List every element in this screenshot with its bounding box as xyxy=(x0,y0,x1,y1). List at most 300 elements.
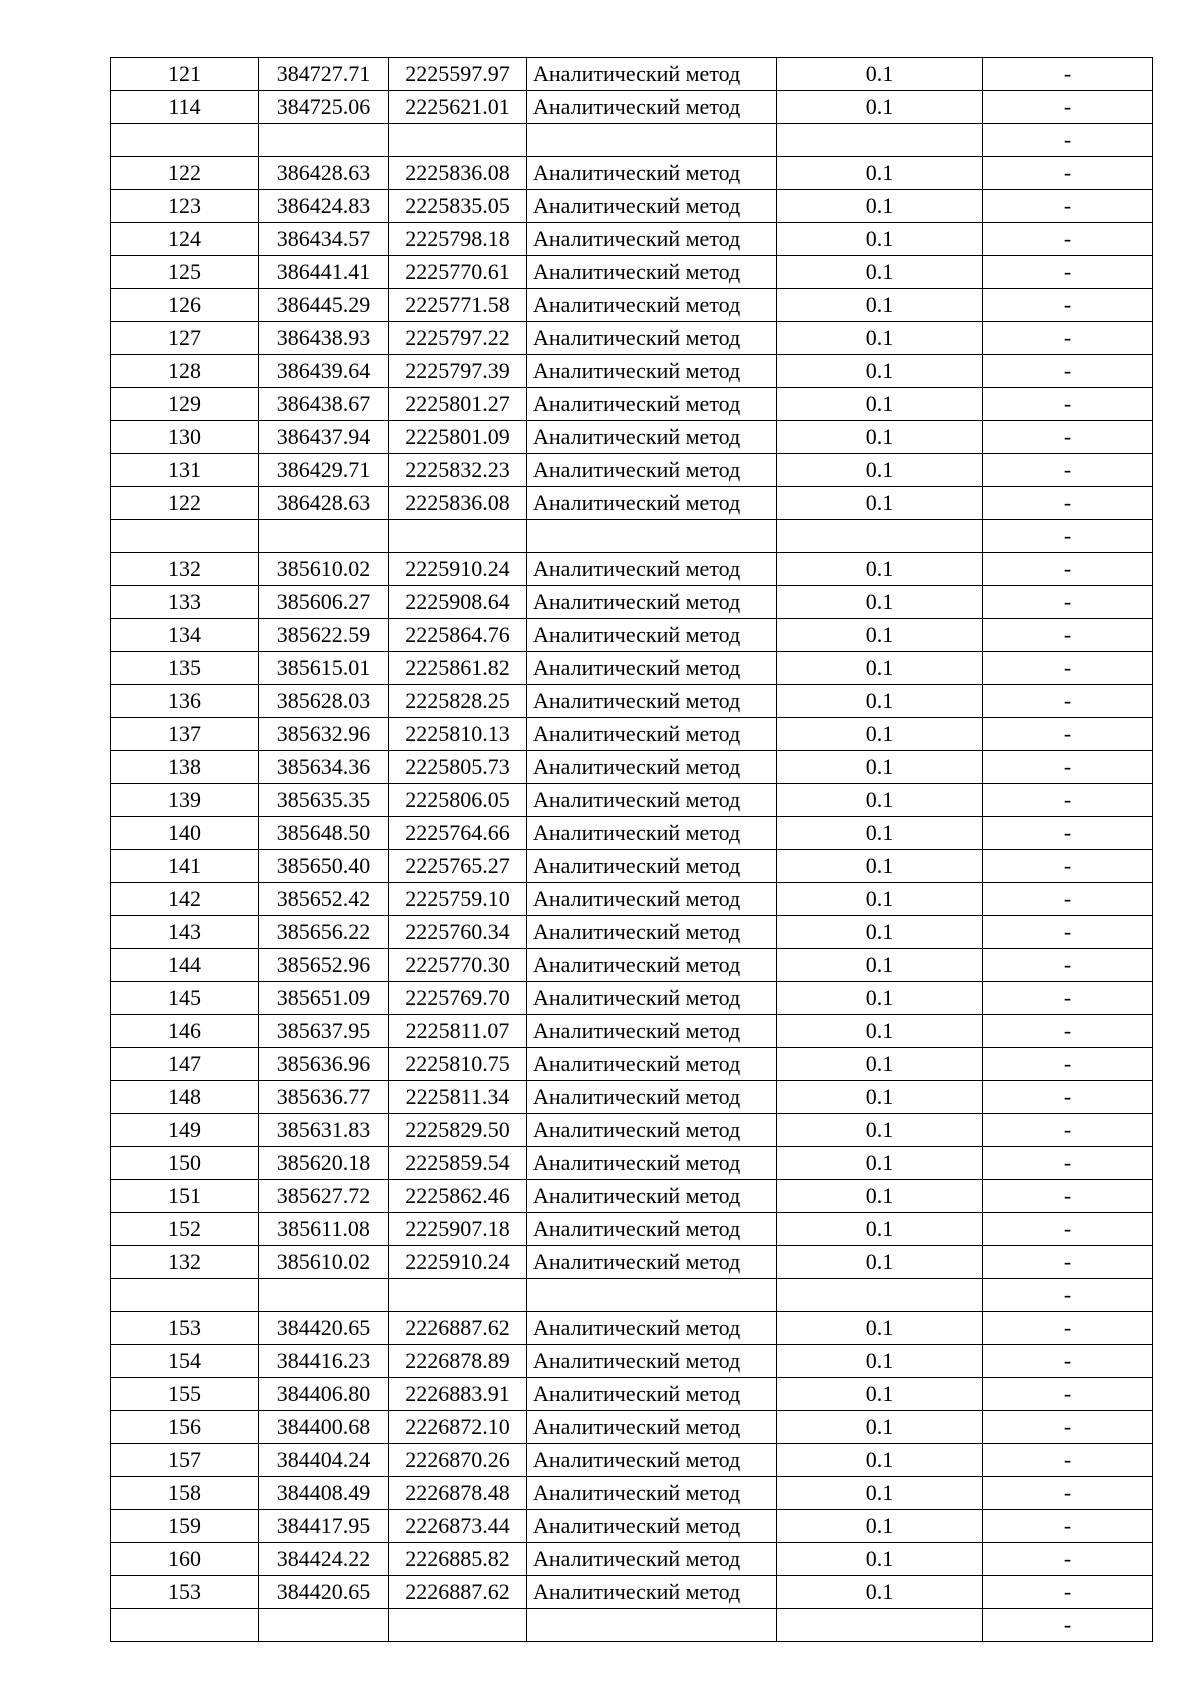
accuracy-cell: 0.1 xyxy=(777,784,983,817)
description-cell: - xyxy=(983,1180,1153,1213)
description-cell: - xyxy=(983,1048,1153,1081)
method-cell xyxy=(527,124,777,157)
x-coordinate-cell: 384404.24 xyxy=(259,1444,389,1477)
x-coordinate-cell xyxy=(259,1279,389,1312)
point-number-cell: 141 xyxy=(111,850,259,883)
table-row xyxy=(111,1543,1153,1576)
y-coordinate-cell: 2226873.44 xyxy=(389,1510,527,1543)
x-coordinate-cell: 386438.93 xyxy=(259,322,389,355)
coordinates-table-body xyxy=(111,58,1153,1642)
y-coordinate-cell: 2225835.05 xyxy=(389,190,527,223)
description-cell: - xyxy=(983,1213,1153,1246)
y-coordinate-cell xyxy=(389,1279,527,1312)
accuracy-cell: 0.1 xyxy=(777,1015,983,1048)
x-coordinate-cell: 385652.42 xyxy=(259,883,389,916)
point-number-cell: 146 xyxy=(111,1015,259,1048)
accuracy-cell: 0.1 xyxy=(777,1576,983,1609)
method-cell: Аналитический метод xyxy=(527,487,777,520)
description-cell: - xyxy=(983,817,1153,850)
y-coordinate-cell: 2225621.01 xyxy=(389,91,527,124)
x-coordinate-cell: 386428.63 xyxy=(259,487,389,520)
description-cell: - xyxy=(983,553,1153,586)
accuracy-cell: 0.1 xyxy=(777,223,983,256)
method-cell: Аналитический метод xyxy=(527,916,777,949)
method-cell: Аналитический метод xyxy=(527,1015,777,1048)
method-cell: Аналитический метод xyxy=(527,1477,777,1510)
description-cell: - xyxy=(983,1576,1153,1609)
x-coordinate-cell: 386434.57 xyxy=(259,223,389,256)
point-number-cell: 159 xyxy=(111,1510,259,1543)
table-row xyxy=(111,553,1153,586)
description-cell: - xyxy=(983,1279,1153,1312)
accuracy-cell: 0.1 xyxy=(777,1048,983,1081)
y-coordinate-cell: 2225801.27 xyxy=(389,388,527,421)
description-cell: - xyxy=(983,157,1153,190)
method-cell: Аналитический метод xyxy=(527,1081,777,1114)
point-number-cell: 139 xyxy=(111,784,259,817)
y-coordinate-cell: 2225769.70 xyxy=(389,982,527,1015)
point-number-cell: 153 xyxy=(111,1576,259,1609)
y-coordinate-cell: 2225828.25 xyxy=(389,685,527,718)
accuracy-cell: 0.1 xyxy=(777,553,983,586)
accuracy-cell: 0.1 xyxy=(777,58,983,91)
point-number-cell: 154 xyxy=(111,1345,259,1378)
y-coordinate-cell: 2225759.10 xyxy=(389,883,527,916)
point-number-cell xyxy=(111,124,259,157)
method-cell: Аналитический метод xyxy=(527,289,777,322)
description-cell: - xyxy=(983,916,1153,949)
y-coordinate-cell: 2225811.07 xyxy=(389,1015,527,1048)
point-number-cell: 131 xyxy=(111,454,259,487)
description-cell: - xyxy=(983,289,1153,322)
table-row xyxy=(111,982,1153,1015)
y-coordinate-cell: 2225801.09 xyxy=(389,421,527,454)
point-number-cell: 147 xyxy=(111,1048,259,1081)
x-coordinate-cell: 385631.83 xyxy=(259,1114,389,1147)
y-coordinate-cell: 2225910.24 xyxy=(389,553,527,586)
method-cell: Аналитический метод xyxy=(527,1543,777,1576)
description-cell: - xyxy=(983,883,1153,916)
accuracy-cell: 0.1 xyxy=(777,685,983,718)
accuracy-cell xyxy=(777,520,983,553)
x-coordinate-cell: 385606.27 xyxy=(259,586,389,619)
point-number-cell: 121 xyxy=(111,58,259,91)
accuracy-cell: 0.1 xyxy=(777,619,983,652)
accuracy-cell: 0.1 xyxy=(777,355,983,388)
table-row xyxy=(111,1477,1153,1510)
x-coordinate-cell: 384400.68 xyxy=(259,1411,389,1444)
point-number-cell: 140 xyxy=(111,817,259,850)
y-coordinate-cell: 2225597.97 xyxy=(389,58,527,91)
accuracy-cell: 0.1 xyxy=(777,1180,983,1213)
table-row xyxy=(111,256,1153,289)
x-coordinate-cell: 385652.96 xyxy=(259,949,389,982)
point-number-cell: 122 xyxy=(111,157,259,190)
table-row xyxy=(111,718,1153,751)
accuracy-cell: 0.1 xyxy=(777,1213,983,1246)
point-number-cell: 143 xyxy=(111,916,259,949)
point-number-cell: 123 xyxy=(111,190,259,223)
table-row xyxy=(111,1444,1153,1477)
x-coordinate-cell: 384725.06 xyxy=(259,91,389,124)
method-cell: Аналитический метод xyxy=(527,223,777,256)
accuracy-cell: 0.1 xyxy=(777,487,983,520)
point-number-cell: 133 xyxy=(111,586,259,619)
point-number-cell: 144 xyxy=(111,949,259,982)
table-row xyxy=(111,520,1153,553)
accuracy-cell: 0.1 xyxy=(777,91,983,124)
table-row xyxy=(111,1411,1153,1444)
point-number-cell: 149 xyxy=(111,1114,259,1147)
accuracy-cell xyxy=(777,124,983,157)
table-row xyxy=(111,322,1153,355)
x-coordinate-cell: 385628.03 xyxy=(259,685,389,718)
description-cell: - xyxy=(983,850,1153,883)
table-row xyxy=(111,916,1153,949)
description-cell: - xyxy=(983,124,1153,157)
x-coordinate-cell: 385610.02 xyxy=(259,1246,389,1279)
accuracy-cell: 0.1 xyxy=(777,1543,983,1576)
method-cell: Аналитический метод xyxy=(527,1147,777,1180)
table-row xyxy=(111,454,1153,487)
point-number-cell: 124 xyxy=(111,223,259,256)
table-row xyxy=(111,223,1153,256)
method-cell: Аналитический метод xyxy=(527,1576,777,1609)
x-coordinate-cell: 385611.08 xyxy=(259,1213,389,1246)
point-number-cell xyxy=(111,1609,259,1642)
method-cell: Аналитический метод xyxy=(527,1048,777,1081)
accuracy-cell xyxy=(777,1609,983,1642)
table-row xyxy=(111,1246,1153,1279)
accuracy-cell: 0.1 xyxy=(777,256,983,289)
point-number-cell: 145 xyxy=(111,982,259,1015)
description-cell: - xyxy=(983,1510,1153,1543)
point-number-cell: 132 xyxy=(111,553,259,586)
y-coordinate-cell: 2226878.48 xyxy=(389,1477,527,1510)
accuracy-cell: 0.1 xyxy=(777,289,983,322)
description-cell: - xyxy=(983,652,1153,685)
description-cell: - xyxy=(983,454,1153,487)
description-cell: - xyxy=(983,388,1153,421)
accuracy-cell: 0.1 xyxy=(777,1246,983,1279)
table-row xyxy=(111,619,1153,652)
point-number-cell xyxy=(111,520,259,553)
y-coordinate-cell: 2225836.08 xyxy=(389,157,527,190)
accuracy-cell: 0.1 xyxy=(777,1378,983,1411)
description-cell: - xyxy=(983,1015,1153,1048)
x-coordinate-cell: 385650.40 xyxy=(259,850,389,883)
description-cell: - xyxy=(983,982,1153,1015)
x-coordinate-cell: 386428.63 xyxy=(259,157,389,190)
table-row xyxy=(111,1048,1153,1081)
table-row xyxy=(111,586,1153,619)
point-number-cell xyxy=(111,1279,259,1312)
method-cell: Аналитический метод xyxy=(527,421,777,454)
method-cell: Аналитический метод xyxy=(527,1378,777,1411)
x-coordinate-cell: 386429.71 xyxy=(259,454,389,487)
description-cell: - xyxy=(983,1147,1153,1180)
description-cell: - xyxy=(983,685,1153,718)
x-coordinate-cell: 386441.41 xyxy=(259,256,389,289)
y-coordinate-cell: 2225859.54 xyxy=(389,1147,527,1180)
accuracy-cell: 0.1 xyxy=(777,1345,983,1378)
x-coordinate-cell: 384416.23 xyxy=(259,1345,389,1378)
method-cell xyxy=(527,520,777,553)
method-cell: Аналитический метод xyxy=(527,454,777,487)
accuracy-cell: 0.1 xyxy=(777,1081,983,1114)
description-cell: - xyxy=(983,1609,1153,1642)
method-cell: Аналитический метод xyxy=(527,883,777,916)
x-coordinate-cell: 385620.18 xyxy=(259,1147,389,1180)
table-row xyxy=(111,1609,1153,1642)
method-cell: Аналитический метод xyxy=(527,58,777,91)
description-cell: - xyxy=(983,1081,1153,1114)
description-cell: - xyxy=(983,784,1153,817)
table-row xyxy=(111,124,1153,157)
description-cell: - xyxy=(983,1312,1153,1345)
y-coordinate-cell: 2225798.18 xyxy=(389,223,527,256)
table-row xyxy=(111,388,1153,421)
method-cell: Аналитический метод xyxy=(527,190,777,223)
y-coordinate-cell: 2225861.82 xyxy=(389,652,527,685)
y-coordinate-cell: 2225760.34 xyxy=(389,916,527,949)
accuracy-cell: 0.1 xyxy=(777,1444,983,1477)
accuracy-cell: 0.1 xyxy=(777,916,983,949)
table-row xyxy=(111,289,1153,322)
point-number-cell: 155 xyxy=(111,1378,259,1411)
accuracy-cell: 0.1 xyxy=(777,1114,983,1147)
y-coordinate-cell: 2225836.08 xyxy=(389,487,527,520)
accuracy-cell: 0.1 xyxy=(777,1312,983,1345)
y-coordinate-cell: 2225764.66 xyxy=(389,817,527,850)
method-cell: Аналитический метод xyxy=(527,1213,777,1246)
y-coordinate-cell: 2225770.30 xyxy=(389,949,527,982)
x-coordinate-cell: 385627.72 xyxy=(259,1180,389,1213)
method-cell: Аналитический метод xyxy=(527,850,777,883)
description-cell: - xyxy=(983,1378,1153,1411)
description-cell: - xyxy=(983,1543,1153,1576)
table-row xyxy=(111,1147,1153,1180)
accuracy-cell: 0.1 xyxy=(777,718,983,751)
x-coordinate-cell: 385615.01 xyxy=(259,652,389,685)
method-cell: Аналитический метод xyxy=(527,685,777,718)
point-number-cell: 132 xyxy=(111,1246,259,1279)
point-number-cell: 128 xyxy=(111,355,259,388)
description-cell: - xyxy=(983,520,1153,553)
method-cell: Аналитический метод xyxy=(527,322,777,355)
accuracy-cell xyxy=(777,1279,983,1312)
table-row xyxy=(111,850,1153,883)
table-row xyxy=(111,685,1153,718)
x-coordinate-cell: 385632.96 xyxy=(259,718,389,751)
description-cell: - xyxy=(983,586,1153,619)
x-coordinate-cell xyxy=(259,1609,389,1642)
accuracy-cell: 0.1 xyxy=(777,454,983,487)
y-coordinate-cell: 2226872.10 xyxy=(389,1411,527,1444)
x-coordinate-cell: 385635.35 xyxy=(259,784,389,817)
x-coordinate-cell: 385648.50 xyxy=(259,817,389,850)
table-row xyxy=(111,652,1153,685)
y-coordinate-cell: 2226887.62 xyxy=(389,1576,527,1609)
method-cell xyxy=(527,1609,777,1642)
accuracy-cell: 0.1 xyxy=(777,421,983,454)
y-coordinate-cell xyxy=(389,1609,527,1642)
method-cell: Аналитический метод xyxy=(527,553,777,586)
y-coordinate-cell: 2225862.46 xyxy=(389,1180,527,1213)
table-row xyxy=(111,751,1153,784)
point-number-cell: 160 xyxy=(111,1543,259,1576)
x-coordinate-cell xyxy=(259,124,389,157)
y-coordinate-cell: 2225811.34 xyxy=(389,1081,527,1114)
description-cell: - xyxy=(983,487,1153,520)
table-row xyxy=(111,1510,1153,1543)
point-number-cell: 137 xyxy=(111,718,259,751)
y-coordinate-cell: 2225864.76 xyxy=(389,619,527,652)
table-row xyxy=(111,1312,1153,1345)
description-cell: - xyxy=(983,1444,1153,1477)
x-coordinate-cell: 385636.96 xyxy=(259,1048,389,1081)
point-number-cell: 148 xyxy=(111,1081,259,1114)
point-number-cell: 150 xyxy=(111,1147,259,1180)
method-cell: Аналитический метод xyxy=(527,1411,777,1444)
description-cell: - xyxy=(983,1411,1153,1444)
description-cell: - xyxy=(983,421,1153,454)
table-row xyxy=(111,1378,1153,1411)
method-cell: Аналитический метод xyxy=(527,1246,777,1279)
point-number-cell: 151 xyxy=(111,1180,259,1213)
point-number-cell: 156 xyxy=(111,1411,259,1444)
y-coordinate-cell xyxy=(389,124,527,157)
point-number-cell: 127 xyxy=(111,322,259,355)
y-coordinate-cell: 2225797.22 xyxy=(389,322,527,355)
x-coordinate-cell: 384408.49 xyxy=(259,1477,389,1510)
y-coordinate-cell: 2225908.64 xyxy=(389,586,527,619)
point-number-cell: 114 xyxy=(111,91,259,124)
table-row xyxy=(111,1015,1153,1048)
description-cell: - xyxy=(983,355,1153,388)
description-cell: - xyxy=(983,1345,1153,1378)
method-cell: Аналитический метод xyxy=(527,982,777,1015)
y-coordinate-cell: 2225765.27 xyxy=(389,850,527,883)
description-cell: - xyxy=(983,619,1153,652)
x-coordinate-cell: 385651.09 xyxy=(259,982,389,1015)
x-coordinate-cell: 384424.22 xyxy=(259,1543,389,1576)
method-cell: Аналитический метод xyxy=(527,1312,777,1345)
x-coordinate-cell: 386445.29 xyxy=(259,289,389,322)
x-coordinate-cell: 384420.65 xyxy=(259,1312,389,1345)
method-cell: Аналитический метод xyxy=(527,256,777,289)
y-coordinate-cell: 2226878.89 xyxy=(389,1345,527,1378)
description-cell: - xyxy=(983,751,1153,784)
point-number-cell: 157 xyxy=(111,1444,259,1477)
point-number-cell: 130 xyxy=(111,421,259,454)
x-coordinate-cell: 386439.64 xyxy=(259,355,389,388)
x-coordinate-cell: 386424.83 xyxy=(259,190,389,223)
coordinates-table xyxy=(110,57,1153,1642)
y-coordinate-cell: 2225832.23 xyxy=(389,454,527,487)
description-cell: - xyxy=(983,223,1153,256)
method-cell: Аналитический метод xyxy=(527,1114,777,1147)
y-coordinate-cell: 2225806.05 xyxy=(389,784,527,817)
method-cell: Аналитический метод xyxy=(527,157,777,190)
y-coordinate-cell: 2225770.61 xyxy=(389,256,527,289)
point-number-cell: 125 xyxy=(111,256,259,289)
x-coordinate-cell: 384417.95 xyxy=(259,1510,389,1543)
x-coordinate-cell xyxy=(259,520,389,553)
accuracy-cell: 0.1 xyxy=(777,883,983,916)
method-cell: Аналитический метод xyxy=(527,1444,777,1477)
method-cell: Аналитический метод xyxy=(527,718,777,751)
table-row xyxy=(111,817,1153,850)
table-row xyxy=(111,1576,1153,1609)
table-row xyxy=(111,1213,1153,1246)
description-cell: - xyxy=(983,718,1153,751)
y-coordinate-cell: 2226885.82 xyxy=(389,1543,527,1576)
point-number-cell: 136 xyxy=(111,685,259,718)
table-row xyxy=(111,91,1153,124)
x-coordinate-cell: 384727.71 xyxy=(259,58,389,91)
accuracy-cell: 0.1 xyxy=(777,850,983,883)
method-cell: Аналитический метод xyxy=(527,1510,777,1543)
x-coordinate-cell: 385637.95 xyxy=(259,1015,389,1048)
accuracy-cell: 0.1 xyxy=(777,1147,983,1180)
point-number-cell: 134 xyxy=(111,619,259,652)
point-number-cell: 122 xyxy=(111,487,259,520)
table-row xyxy=(111,949,1153,982)
point-number-cell: 135 xyxy=(111,652,259,685)
table-row xyxy=(111,157,1153,190)
method-cell: Аналитический метод xyxy=(527,388,777,421)
x-coordinate-cell: 385656.22 xyxy=(259,916,389,949)
table-row xyxy=(111,1279,1153,1312)
description-cell: - xyxy=(983,91,1153,124)
x-coordinate-cell: 384406.80 xyxy=(259,1378,389,1411)
accuracy-cell: 0.1 xyxy=(777,1510,983,1543)
accuracy-cell: 0.1 xyxy=(777,949,983,982)
method-cell: Аналитический метод xyxy=(527,1345,777,1378)
accuracy-cell: 0.1 xyxy=(777,1477,983,1510)
method-cell xyxy=(527,1279,777,1312)
table-row xyxy=(111,883,1153,916)
description-cell: - xyxy=(983,190,1153,223)
table-row xyxy=(111,1114,1153,1147)
table-row xyxy=(111,1081,1153,1114)
y-coordinate-cell: 2225910.24 xyxy=(389,1246,527,1279)
method-cell: Аналитический метод xyxy=(527,817,777,850)
method-cell: Аналитический метод xyxy=(527,586,777,619)
method-cell: Аналитический метод xyxy=(527,652,777,685)
description-cell: - xyxy=(983,1114,1153,1147)
point-number-cell: 152 xyxy=(111,1213,259,1246)
point-number-cell: 153 xyxy=(111,1312,259,1345)
y-coordinate-cell xyxy=(389,520,527,553)
method-cell: Аналитический метод xyxy=(527,784,777,817)
x-coordinate-cell: 385610.02 xyxy=(259,553,389,586)
y-coordinate-cell: 2225829.50 xyxy=(389,1114,527,1147)
accuracy-cell: 0.1 xyxy=(777,157,983,190)
table-row xyxy=(111,58,1153,91)
point-number-cell: 158 xyxy=(111,1477,259,1510)
accuracy-cell: 0.1 xyxy=(777,817,983,850)
description-cell: - xyxy=(983,1477,1153,1510)
table-row xyxy=(111,1345,1153,1378)
description-cell: - xyxy=(983,322,1153,355)
y-coordinate-cell: 2225797.39 xyxy=(389,355,527,388)
table-row xyxy=(111,190,1153,223)
y-coordinate-cell: 2225810.75 xyxy=(389,1048,527,1081)
y-coordinate-cell: 2225907.18 xyxy=(389,1213,527,1246)
accuracy-cell: 0.1 xyxy=(777,388,983,421)
